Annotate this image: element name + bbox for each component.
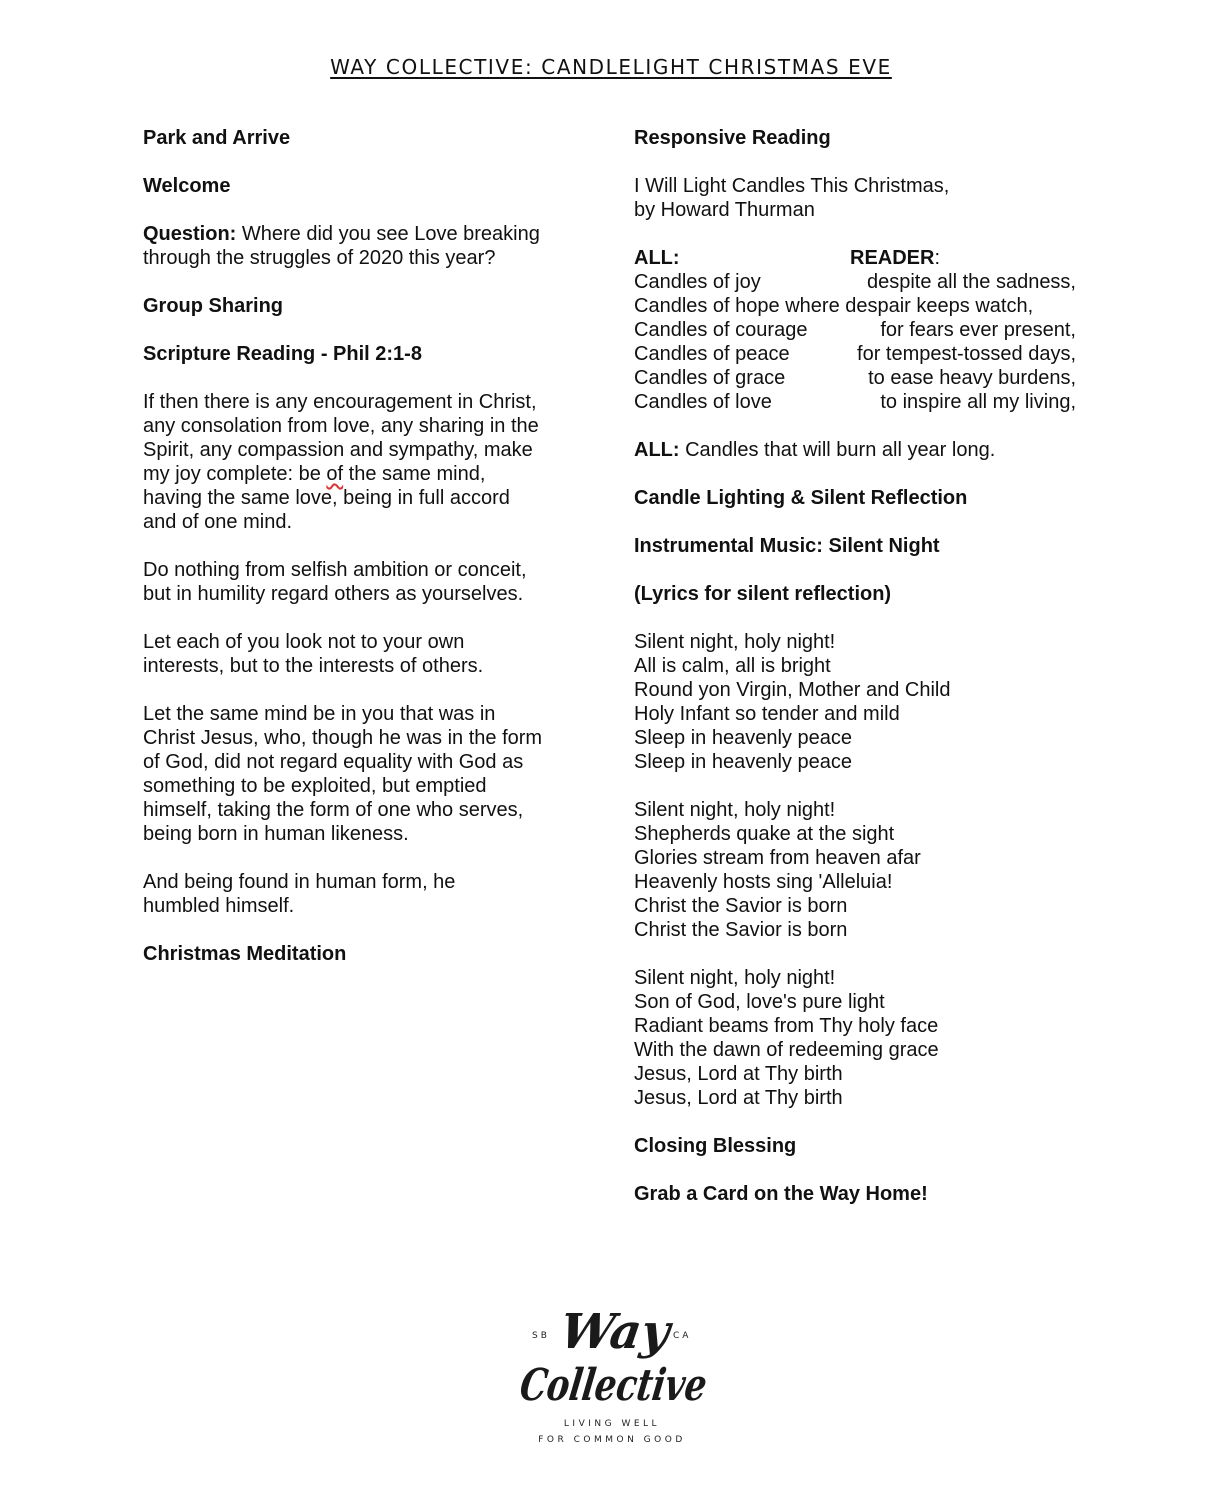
logo-word-way: Way — [556, 1304, 674, 1360]
all-closing-text: Candles that will burn all year long. — [679, 439, 996, 461]
lyric-line: Christ the Savior is born — [634, 919, 848, 941]
candle-row — [634, 342, 1076, 366]
closing-blessing-heading: Closing Blessing — [634, 1135, 797, 1157]
scripture-text: the same mind, — [343, 463, 486, 485]
scripture-line: having the same love, being in full accord — [143, 487, 510, 509]
candle-all-text: Candles of hope where despair keeps watch, — [634, 295, 1034, 317]
scripture-line: any consolation from love, any sharing in the — [143, 415, 539, 437]
candle-row — [634, 318, 1076, 342]
logo-graphic — [510, 1296, 768, 1452]
lyric-line: Son of God, love's pure light — [634, 991, 885, 1013]
scripture-paragraph-4 — [143, 702, 593, 846]
scripture-line — [143, 462, 593, 486]
reader-colon: : — [934, 247, 941, 269]
scripture-line: Let each of you look not to your own — [143, 631, 465, 653]
scripture-line: Spirit, any compassion and sympathy, make — [143, 439, 533, 461]
lyric-line: With the dawn of redeeming grace — [634, 1039, 939, 1061]
scripture-line: interests, but to the interests of others. — [143, 655, 484, 677]
lyrics-note: (Lyrics for silent reflection) — [634, 583, 892, 605]
poem-author: by Howard Thurman — [634, 199, 815, 221]
responsive-header-row — [634, 246, 1084, 270]
candle-reader-text: for fears ever present, — [880, 319, 1076, 341]
candle-row — [634, 270, 1076, 294]
scripture-line: something to be exploited, but emptied — [143, 775, 487, 797]
scripture-line: humbled himself. — [143, 895, 295, 917]
candle-all-text: Candles of joy — [634, 271, 761, 293]
lyric-line: Jesus, Lord at Thy birth — [634, 1087, 843, 1109]
lyric-line: Christ the Savior is born — [634, 895, 848, 917]
lyric-line: Silent night, holy night! — [634, 967, 836, 989]
reader-label: READER — [850, 247, 935, 269]
candle-all-text: Candles of peace — [634, 343, 790, 365]
logo-tagline-1: LIVING WELL — [563, 1419, 661, 1429]
group-sharing-heading: Group Sharing — [143, 295, 283, 317]
scripture-text: my joy complete: be — [143, 463, 327, 485]
lyric-line: Silent night, holy night! — [634, 799, 836, 821]
park-heading: Park and Arrive — [143, 127, 291, 149]
scripture-line: himself, taking the form of one who serves, — [143, 799, 524, 821]
lyric-line: Sleep in heavenly peace — [634, 751, 852, 773]
all-label: ALL: — [634, 247, 680, 269]
verse-3 — [634, 966, 1084, 1110]
candle-reader-text: to ease heavy burdens, — [868, 367, 1076, 389]
scripture-paragraph-5 — [143, 870, 593, 918]
candle-row — [634, 366, 1076, 390]
welcome-heading: Welcome — [143, 175, 231, 197]
question-line-1 — [143, 222, 593, 246]
lyric-line: Sleep in heavenly peace — [634, 727, 852, 749]
logo-tagline-2: FOR COMMON GOOD — [538, 1435, 686, 1445]
lyric-line: Heavenly hosts sing 'Alleluia! — [634, 871, 893, 893]
logo-word-collective: Collective — [516, 1359, 768, 1411]
document-title: WAY COLLECTIVE: CANDLELIGHT CHRISTMAS EVE — [330, 55, 892, 79]
responsive-reading-heading: Responsive Reading — [634, 127, 831, 149]
all-closing-line — [634, 438, 1084, 462]
lyric-line: Glories stream from heaven afar — [634, 847, 921, 869]
candle-row — [634, 390, 1076, 414]
scripture-line: and of one mind. — [143, 511, 292, 533]
lyric-line: All is calm, all is bright — [634, 655, 831, 677]
scripture-line: being born in human likeness. — [143, 823, 409, 845]
scripture-paragraph-1 — [143, 390, 593, 534]
reader-label-wrap — [850, 246, 940, 270]
lyric-line: Radiant beams from Thy holy face — [634, 1015, 939, 1037]
verse-1 — [634, 630, 1084, 774]
lyric-line: Silent night, holy night! — [634, 631, 836, 653]
candle-reader-text: for tempest-tossed days, — [857, 343, 1076, 365]
logo-left-tag: SB — [532, 1331, 550, 1341]
scripture-line: but in humility regard others as yourselves. — [143, 583, 524, 605]
instrumental-heading: Instrumental Music: Silent Night — [634, 535, 940, 557]
left-column — [143, 126, 593, 966]
lyric-line: Holy Infant so tender and mild — [634, 703, 900, 725]
poem-title: I Will Light Candles This Christmas, — [634, 175, 950, 197]
way-collective-logo — [510, 1296, 768, 1452]
candle-row — [634, 294, 1076, 318]
grab-card-heading: Grab a Card on the Way Home! — [634, 1183, 928, 1205]
candle-reader-text: despite all the sadness, — [866, 271, 1076, 293]
logo-right-tag: CA — [673, 1331, 692, 1341]
spellcheck-word: of — [326, 463, 344, 485]
question-text-1: Where did you see Love breaking — [236, 223, 540, 245]
scripture-paragraph-3 — [143, 630, 593, 678]
candle-all-text: Candles of grace — [634, 367, 786, 389]
candle-lighting-heading: Candle Lighting & Silent Reflection — [634, 487, 968, 509]
scripture-line: of God, did not regard equality with God as — [143, 751, 524, 773]
all-closing-label: ALL: — [634, 439, 680, 461]
scripture-heading: Scripture Reading - Phil 2:1-8 — [143, 343, 422, 365]
lyric-line: Jesus, Lord at Thy birth — [634, 1063, 843, 1085]
scripture-paragraph-2 — [143, 558, 593, 606]
question-line-2: through the struggles of 2020 this year? — [143, 247, 496, 269]
candle-reader-text: to inspire all my living, — [880, 391, 1076, 413]
scripture-line: Christ Jesus, who, though he was in the form — [143, 727, 543, 749]
scripture-line: If then there is any encouragement in Christ, — [143, 391, 537, 413]
meditation-heading: Christmas Meditation — [143, 943, 347, 965]
scripture-line: Let the same mind be in you that was in — [143, 703, 496, 725]
candle-all-text: Candles of courage — [634, 319, 808, 341]
verse-2 — [634, 798, 1084, 942]
right-column — [634, 126, 1084, 1206]
scripture-line: Do nothing from selfish ambition or conceit, — [143, 559, 527, 581]
candle-all-text: Candles of love — [634, 391, 772, 413]
lyric-line: Round yon Virgin, Mother and Child — [634, 679, 951, 701]
scripture-line: And being found in human form, he — [143, 871, 456, 893]
question-label: Question: — [143, 223, 237, 245]
lyric-line: Shepherds quake at the sight — [634, 823, 895, 845]
